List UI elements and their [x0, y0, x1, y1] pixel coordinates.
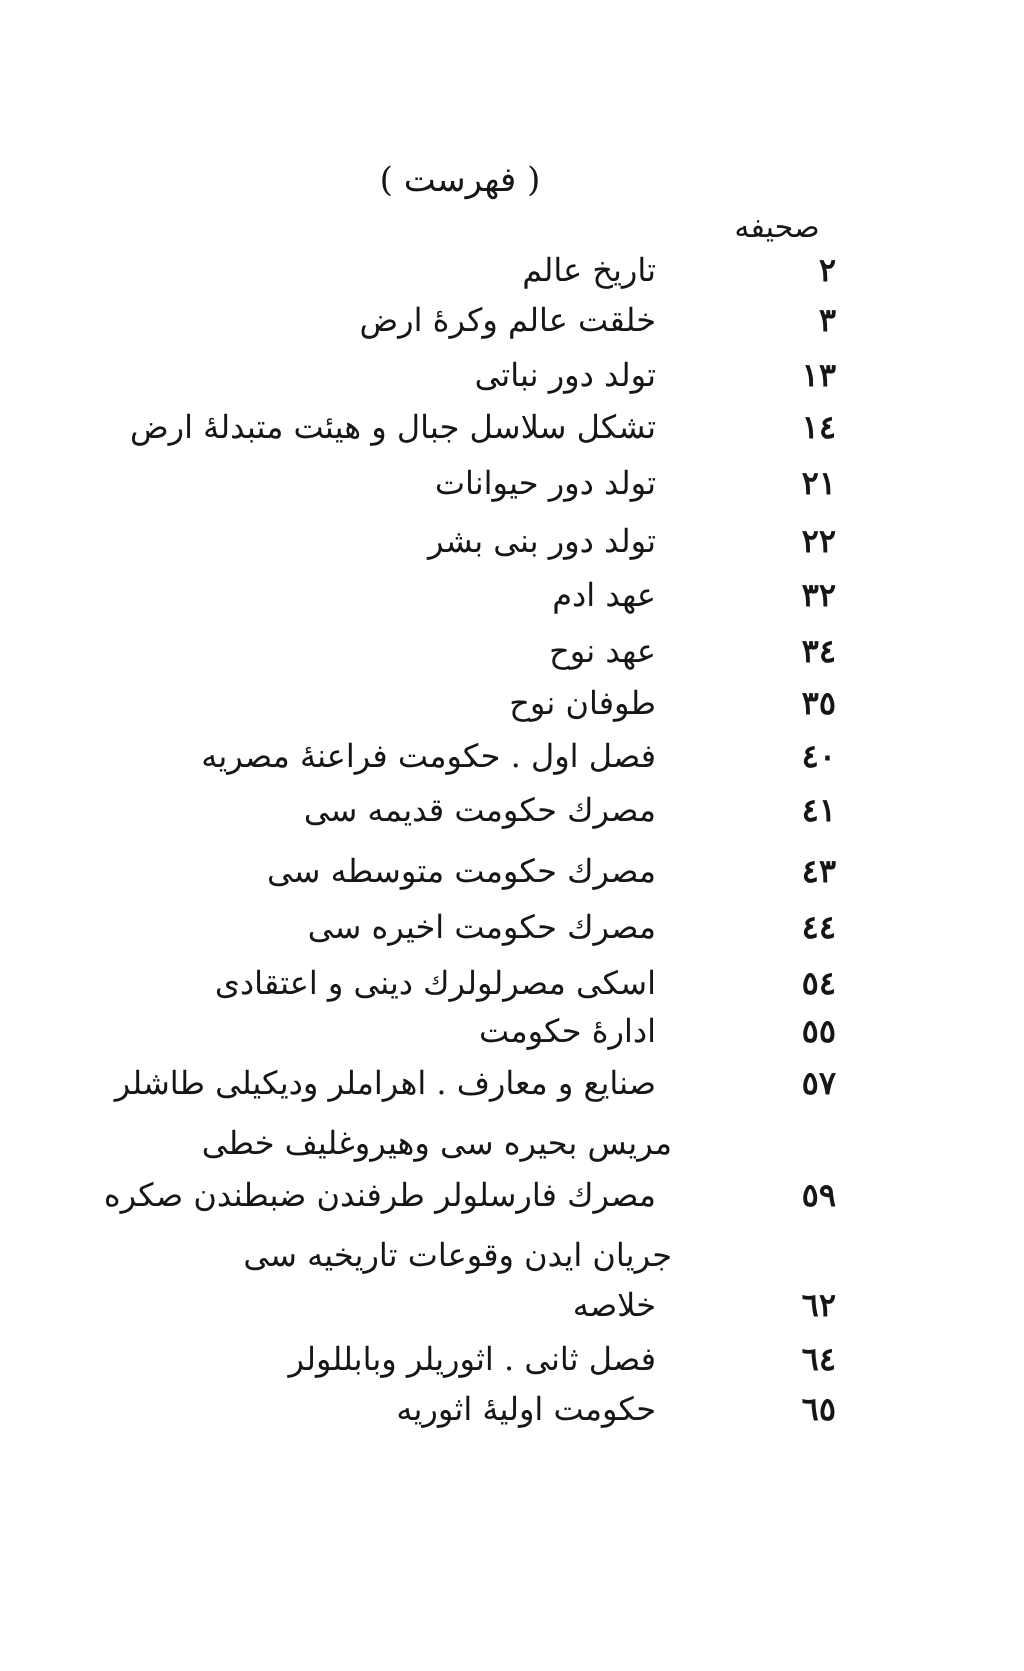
toc-entry-title: طوفان نوح — [509, 684, 656, 722]
toc-page-number: ٥٤ — [801, 964, 836, 1002]
toc-entry — [0, 846, 1024, 896]
toc-page-number: ٥٥ — [801, 1012, 836, 1050]
toc-entry-title: ادارهٔ حکومت — [479, 1012, 656, 1050]
toc-entry — [0, 402, 1024, 452]
toc-page-number: ٦٢ — [801, 1286, 836, 1324]
toc-entry — [0, 516, 1024, 566]
page-column-header: صحیفه — [734, 210, 820, 245]
toc-entry-title: حکومت اولیهٔ اثوریه — [396, 1390, 656, 1428]
toc-entry — [0, 245, 1024, 295]
toc-page-number: ٤١ — [801, 791, 836, 829]
toc-entry — [0, 1170, 1024, 1220]
toc-page-number: ٥٧ — [801, 1064, 836, 1102]
toc-entry — [0, 458, 1024, 508]
toc-entry — [0, 958, 1024, 1008]
toc-page-number: ١٣ — [801, 356, 836, 394]
toc-entry-title: جریان ایدن وقوعات تاریخیه سی — [243, 1236, 672, 1274]
toc-entry-title: مصرك حکومت قدیمه سی — [303, 791, 656, 829]
page-title: ( فهرست ) — [379, 160, 541, 200]
toc-entry-title: خلقت عالم وکرهٔ ارض — [359, 301, 656, 339]
toc-entry-title: عهد نوح — [549, 632, 656, 670]
toc-entry — [0, 1230, 1024, 1280]
toc-page-number: ٦٤ — [801, 1340, 836, 1378]
toc-entry — [0, 1006, 1024, 1056]
toc-page-number: ٤٠ — [801, 737, 836, 775]
toc-entry-title: تاریخ عالم — [522, 251, 656, 289]
toc-entry — [0, 1280, 1024, 1330]
toc-page-number: ٣٤ — [801, 632, 836, 670]
toc-entry — [0, 570, 1024, 620]
toc-page-number: ٢ — [818, 251, 836, 289]
toc-page-number: ٣ — [818, 301, 836, 339]
toc-entry-title: مصرك فارسلولر طرفندن ضبطندن صکره — [103, 1176, 656, 1214]
toc-page-number: ٦٥ — [801, 1390, 836, 1428]
toc-entry-title: تولد دور حیوانات — [434, 464, 656, 502]
toc-entry — [0, 902, 1024, 952]
toc-entry — [0, 678, 1024, 728]
toc-entry-title: تولد دور نباتی — [474, 356, 656, 394]
toc-page-number: ٢١ — [801, 464, 836, 502]
toc-entry-title: عهد ادم — [552, 576, 656, 614]
toc-page-number: ٢٢ — [801, 522, 836, 560]
toc-entry-title: تولد دور بنی بشر — [428, 522, 656, 560]
toc-entry-title: مصرك حکومت متوسطه سی — [266, 852, 656, 890]
toc-entry — [0, 295, 1024, 345]
toc-entry — [0, 1384, 1024, 1434]
toc-entry-title: مصرك حکومت اخیره سی — [307, 908, 656, 946]
toc-entry — [0, 785, 1024, 835]
toc-page-number: ٤٣ — [801, 852, 836, 890]
toc-entry — [0, 1118, 1024, 1168]
toc-entry-title: خلاصه — [572, 1286, 656, 1324]
toc-entry-title: فصل ثانی . اثوریلر وبابللولر — [288, 1340, 656, 1378]
toc-entry — [0, 1058, 1024, 1108]
toc-entry-title: اسکی مصرلولرك دینی و اعتقادی — [214, 964, 656, 1002]
toc-entry — [0, 626, 1024, 676]
toc-entry-title: صنایع و معارف . اهراملر ودیکیلی طاشلر — [114, 1064, 656, 1102]
toc-page-number: ١٤ — [801, 408, 836, 446]
toc-entry-title: مریس بحیره سی وهیروغلیف خطی — [201, 1124, 672, 1162]
toc-entry-title: تشکل سلاسل جبال و هیئت متبدلهٔ ارض — [129, 408, 656, 446]
toc-page-number: ٣٢ — [801, 576, 836, 614]
toc-entry-title: فصل اول . حکومت فراعنهٔ مصریه — [201, 737, 656, 775]
toc-page-number: ٥٩ — [801, 1176, 836, 1214]
toc-entry — [0, 1334, 1024, 1384]
toc-entry — [0, 350, 1024, 400]
toc-page-number: ٣٥ — [801, 684, 836, 722]
toc-page-number: ٤٤ — [801, 908, 836, 946]
toc-entry — [0, 731, 1024, 781]
